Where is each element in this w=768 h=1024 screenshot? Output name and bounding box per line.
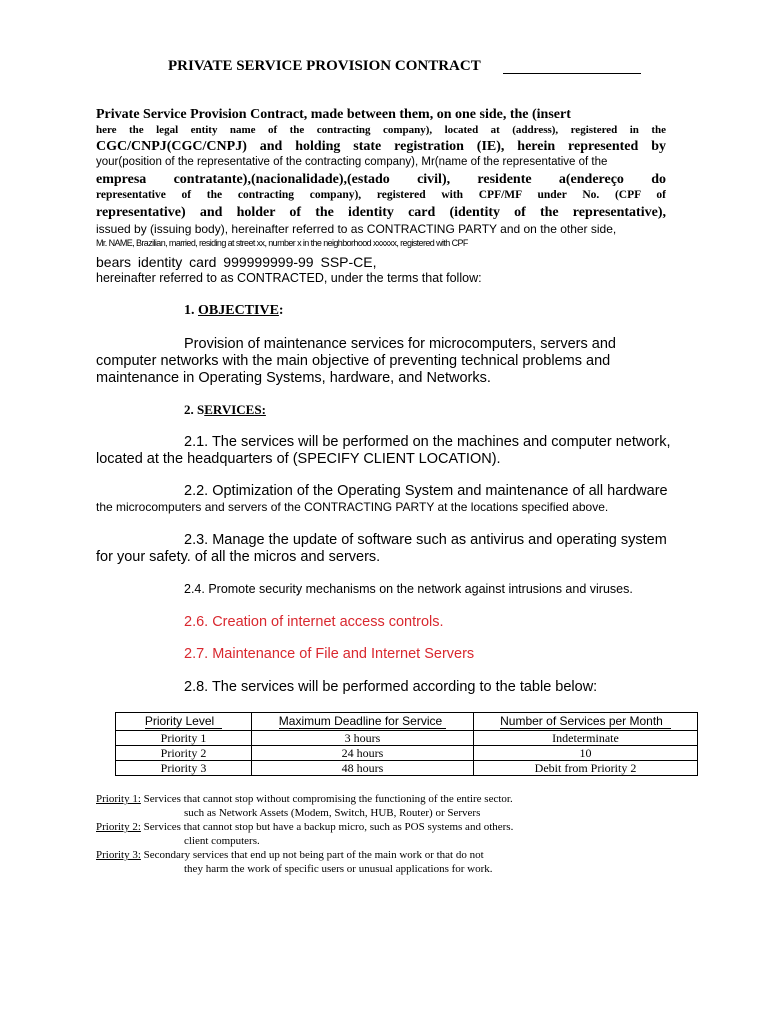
priority-note-2: Priority 2: Services that cannot stop but have a backup micro, such as POS systems and others. — [96, 821, 514, 833]
item-2-2-line-1: 2.2. Optimization of the Operating System and maintenance of all hardware — [184, 483, 668, 499]
table-header: Number of Services per Month — [474, 713, 698, 731]
priority-note-3: Priority 3: Secondary services that end up not being part of the main work or that do not — [96, 849, 484, 861]
table-header-row — [116, 713, 698, 731]
intro-line-6: representative of the contracting company), registered with CPF/MF under No. (CPF of — [96, 189, 666, 201]
table-cell: Priority 2 — [116, 746, 252, 761]
item-2-2-line-2: the microcomputers and servers of the CONTRACTING PARTY at the locations specified above. — [96, 500, 609, 514]
section-1-heading: 1. OBJECTIVE: — [184, 303, 284, 318]
item-2-7: 2.7. Maintenance of File and Internet Servers — [184, 646, 475, 662]
item-2-3-line-2: for your safety. of all the micros and servers. — [96, 549, 381, 565]
intro-line-7: representative) and holder of the identity card (identity of the representative), — [96, 205, 666, 220]
intro-line-5: empresa contratante),(nacionalidade),(estado civil), residente a(endereço do — [96, 172, 666, 187]
intro-line-3: CGC/CNPJ(CGC/CNPJ) and holding state registration (IE), herein represented by — [96, 139, 666, 154]
table-cell: Debit from Priority 2 — [474, 761, 698, 776]
intro-line-11: hereinafter referred to as CONTRACTED, under the terms that follow: — [96, 271, 482, 285]
intro-line-2: here the legal entity name of the contracting company), located at (address), registered in the — [96, 124, 666, 136]
table-cell: 3 hours — [252, 731, 474, 746]
priority-note-2-cont: client computers. — [184, 835, 260, 847]
objective-heading: OBJECTIVE — [198, 303, 279, 318]
priority-table — [115, 712, 698, 776]
priority-note-1: Priority 1: Services that cannot stop without compromising the functioning of the entire sector. — [96, 793, 513, 805]
section-1-body-3: maintenance in Operating Systems, hardware, and Networks. — [96, 370, 491, 386]
table-row — [116, 746, 698, 761]
item-2-1-line-2: located at the headquarters of (SPECIFY CLIENT LOCATION). — [96, 451, 501, 467]
intro-line-10: bears identity card 999999999-99 SSP-CE, — [96, 254, 377, 270]
intro-line-4: your(position of the representative of the contracting company), Mr(name of the representative of the — [96, 156, 608, 168]
item-2-3-line-1: 2.3. Manage the update of software such as antivirus and operating system — [184, 532, 667, 548]
table-cell: Priority 3 — [116, 761, 252, 776]
table-cell: Indeterminate — [474, 731, 698, 746]
table-row — [116, 731, 698, 746]
item-2-4: 2.4. Promote security mechanisms on the network against intrusions and viruses. — [184, 582, 633, 596]
section-2-heading: 2. SERVICES: — [184, 402, 266, 417]
services-heading: ERVICES: — [204, 402, 266, 417]
table-header: Maximum Deadline for Service — [252, 713, 474, 731]
item-2-1-line-1: 2.1. The services will be performed on the machines and computer network, — [184, 434, 671, 450]
intro-line-9: Mr. NAME, Brazilian, married, residing at street xx, number x in the neighborhood xxxxxx, registered with CPF — [96, 238, 468, 248]
table-header: Priority Level — [116, 713, 252, 731]
priority-note-3-cont: they harm the work of specific users or unusual applications for work. — [184, 863, 493, 875]
intro-line-1: Private Service Provision Contract, made between them, on one side, the (insert — [96, 107, 571, 122]
section-1-body-1: Provision of maintenance services for microcomputers, servers and — [184, 336, 616, 352]
intro-line-8: issued by (issuing body), hereinafter referred to as CONTRACTING PARTY and on the other side, — [96, 222, 617, 236]
table-cell: 48 hours — [252, 761, 474, 776]
table-cell: 10 — [474, 746, 698, 761]
section-1-body-2: computer networks with the main objective of preventing technical problems and — [96, 353, 611, 369]
title-underline — [503, 73, 641, 74]
contract-title: PRIVATE SERVICE PROVISION CONTRACT — [168, 58, 481, 74]
table-row — [116, 761, 698, 776]
table-cell: 24 hours — [252, 746, 474, 761]
item-2-6: 2.6. Creation of internet access controls. — [184, 614, 444, 630]
priority-note-1-cont: such as Network Assets (Modem, Switch, HUB, Router) or Servers — [184, 807, 481, 819]
item-2-8: 2.8. The services will be performed according to the table below: — [184, 679, 598, 695]
table-cell: Priority 1 — [116, 731, 252, 746]
